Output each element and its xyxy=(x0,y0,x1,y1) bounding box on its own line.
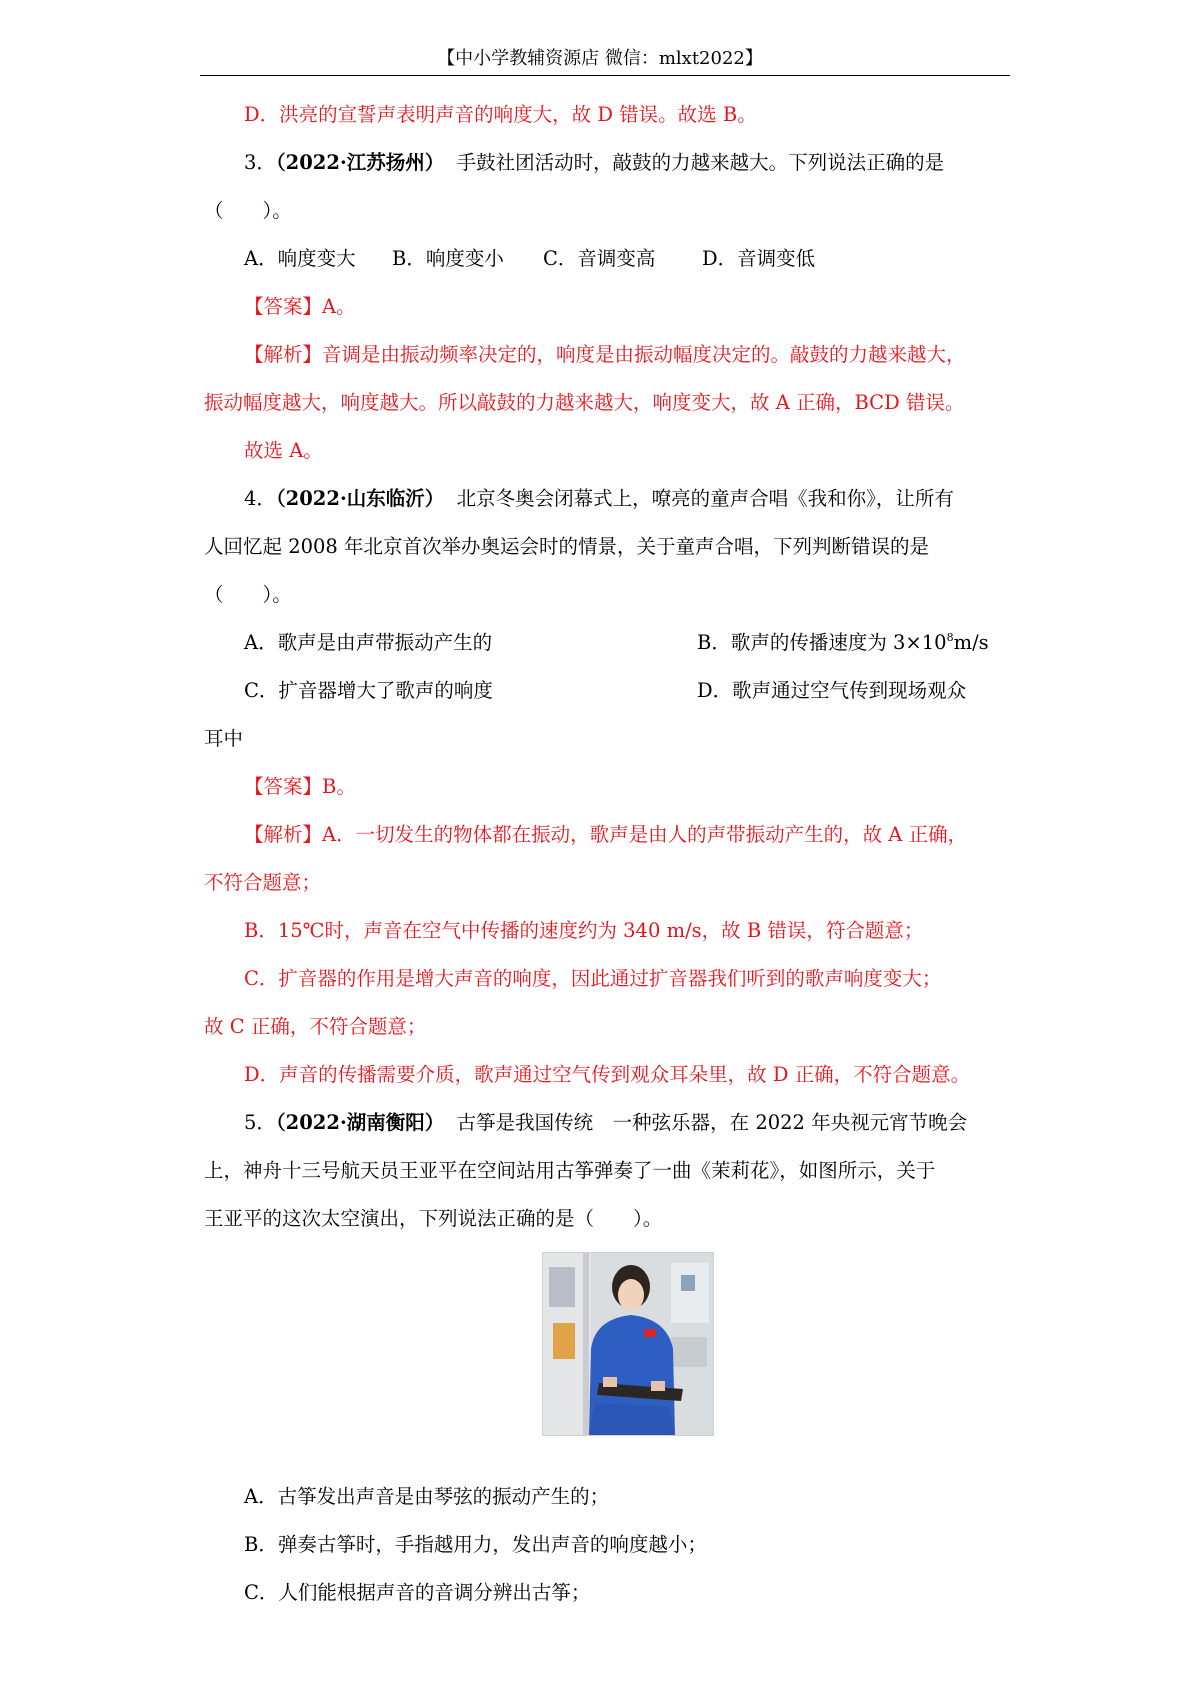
q4-option-b-unit: m/s xyxy=(953,631,989,654)
q3-analysis-text: 音调是由振动频率决定的，响度是由振动幅度决定的。敲鼓的力越来越大， xyxy=(322,343,966,366)
q4-analysis-tag: 【解析】 xyxy=(244,823,323,846)
q4-stem-text: 北京冬奥会闭幕式上，嘹亮的童声合唱《我和你》，让所有 xyxy=(456,487,954,510)
q4-option-b-exponent: 8 xyxy=(946,631,954,644)
q4-option-b-text: B．歌声的传播速度为 3×10 xyxy=(697,631,947,654)
page-header: 【中小学教辅资源店 微信：mlxt2022】 xyxy=(437,48,763,69)
q3-option-a: A．响度变大 xyxy=(244,247,356,270)
q4-option-a: A．歌声是由声带振动产生的 xyxy=(244,631,493,654)
q5-stem-line-3: 王亚平的这次太空演出，下列说法正确的是（ ）。 xyxy=(204,1207,663,1230)
q3-analysis-line-1 xyxy=(244,342,966,368)
q3-analysis-tag: 【解析】 xyxy=(244,343,323,366)
q4-analysis-b: B．15℃时，声音在空气中传播的速度约为 340 m/s，故 B 错误，符合题意； xyxy=(244,919,924,942)
q4-answer-tag: 【答案】 xyxy=(244,775,323,798)
q4-answer xyxy=(244,774,356,800)
q4-option-d: D．歌声通过空气传到现场观众 xyxy=(697,679,967,702)
q3-answer-tag: 【答案】 xyxy=(244,295,323,318)
q3-answer xyxy=(244,294,356,320)
q4-answer-value: B。 xyxy=(322,775,356,798)
q4-analysis-a xyxy=(244,822,967,848)
q3-option-d: D．音调变低 xyxy=(702,247,816,270)
q3-number: 3． xyxy=(244,151,276,174)
q5-option-c: C．人们能根据声音的音调分辨出古筝； xyxy=(244,1581,591,1604)
q4-stem xyxy=(244,486,954,512)
header-rule xyxy=(200,75,1010,76)
q3-source: （2022·江苏扬州） xyxy=(275,151,445,174)
q5-stem xyxy=(244,1110,967,1136)
q3-stem-text: 手鼓社团活动时，敲鼓的力越来越大。下列说法正确的是 xyxy=(456,151,945,174)
q5-option-a: A．古筝发出声音是由琴弦的振动产生的； xyxy=(244,1485,610,1508)
q5-stem-line-2: 上，神舟十三号航天员王亚平在空间站用古筝弹奏了一曲《茉莉花》，如图所示，关于 xyxy=(204,1159,936,1182)
q3-answer-value: A。 xyxy=(322,295,356,318)
q3-stem-bracket: （ ）。 xyxy=(204,199,292,222)
q3-option-c: C．音调变高 xyxy=(543,247,656,270)
q3-analysis-line-3: 故选 A。 xyxy=(244,439,323,462)
q4-option-b xyxy=(697,630,989,656)
q5-stem-text: 古筝是我国传统 一种弦乐器，在 2022 年央视元宵节晚会 xyxy=(456,1111,968,1134)
q4-option-c: C．扩音器增大了歌声的响度 xyxy=(244,679,493,702)
q4-stem-line-2: 人回忆起 2008 年北京首次举办奥运会时的情景，关于童声合唱，下列判断错误的是 xyxy=(204,535,930,558)
q3-analysis-line-2: 振动幅度越大，响度越大。所以敲鼓的力越来越大，响度变大，故 A 正确，BCD 错误。 xyxy=(204,391,965,414)
q5-number: 5． xyxy=(244,1111,276,1134)
q5-option-b: B．弹奏古筝时，手指越用力，发出声音的响度越小； xyxy=(244,1533,707,1556)
q4-option-d-continued: 耳中 xyxy=(204,727,244,750)
q4-stem-bracket: （ ）。 xyxy=(204,583,292,606)
q4-analysis-a-text: A．一切发生的物体都在振动，歌声是由人的声带振动产生的，故 A 正确， xyxy=(322,823,968,846)
q4-analysis-c: C．扩音器的作用是增大声音的响度，因此通过扩音器我们听到的歌声响度变大； xyxy=(244,967,942,990)
q4-number: 4． xyxy=(244,487,276,510)
q3-option-b: B．响度变小 xyxy=(392,247,504,270)
q2-option-d-analysis: D．洪亮的宣誓声表明声音的响度大，故 D 错误。故选 B。 xyxy=(244,103,757,126)
q3-stem xyxy=(244,150,944,176)
guzheng-performance-photo xyxy=(542,1252,714,1436)
q4-analysis-d: D．声音的传播需要介质，歌声通过空气传到观众耳朵里，故 D 正确，不符合题意。 xyxy=(244,1063,971,1086)
q4-analysis-c-continued: 故 C 正确，不符合题意； xyxy=(204,1015,427,1038)
q4-source: （2022·山东临沂） xyxy=(275,487,445,510)
q4-analysis-a-continued: 不符合题意； xyxy=(204,871,322,894)
guzheng-performance-illustration xyxy=(543,1253,713,1435)
q5-source: （2022·湖南衡阳） xyxy=(275,1111,445,1134)
